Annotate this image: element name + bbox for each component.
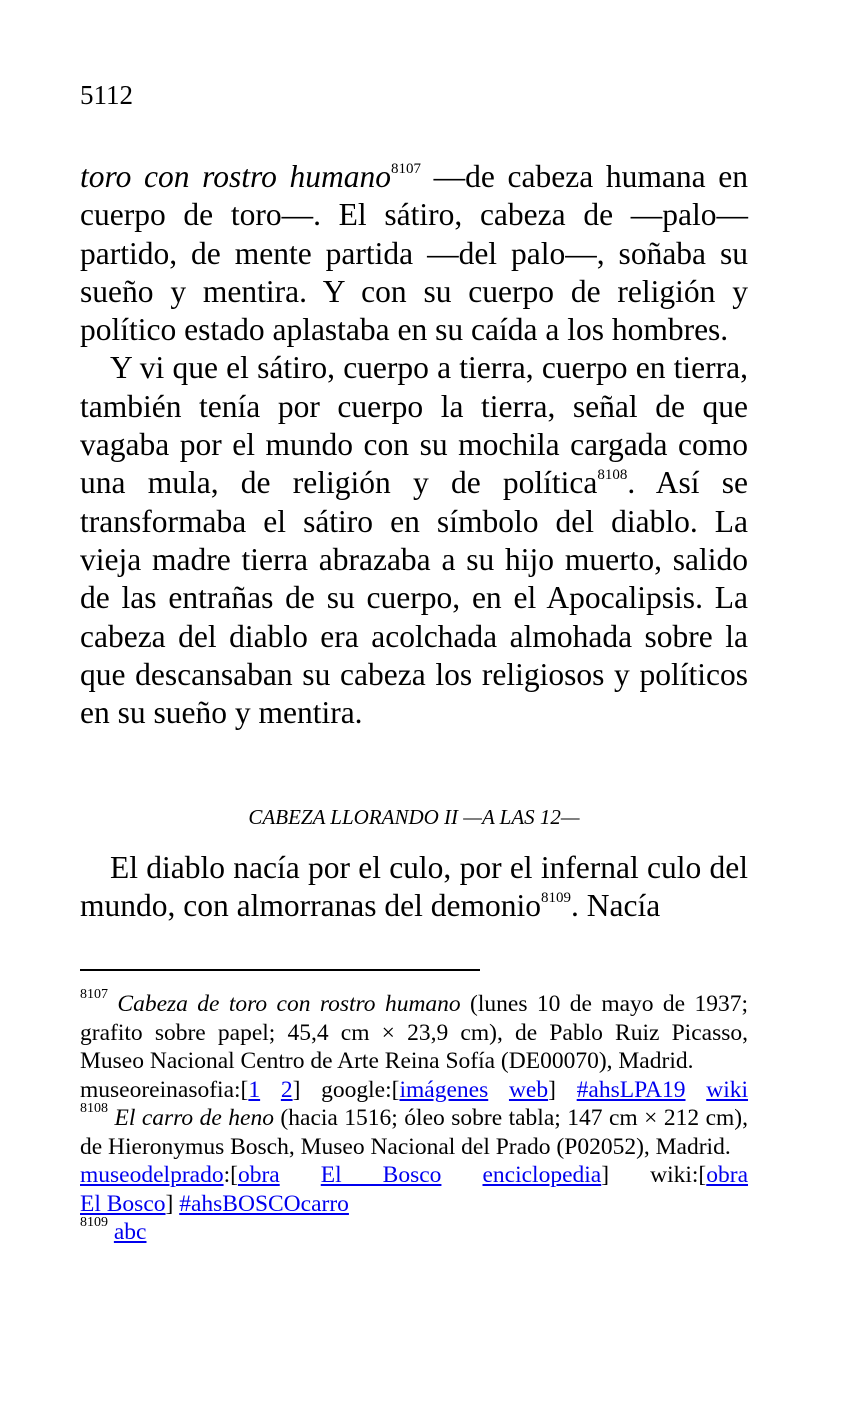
link-wiki[interactable]: wiki xyxy=(706,1076,749,1103)
link-google-web[interactable]: web xyxy=(508,1076,549,1103)
link-wiki-obra[interactable]: obra xyxy=(706,1162,749,1188)
wiki-prefix: wiki:[ xyxy=(650,1162,707,1188)
paragraph-2-text-a: Y vi que el sátiro, cuerpo a tierra, cuerpo en tierra, también tenía por cuerpo la tierra, señal de que vagaba por el mundo con su mochila cargada como una mula, de religión y de política xyxy=(80,350,748,501)
link-wiki-el-bosco[interactable]: El Bosco xyxy=(80,1190,166,1217)
paragraph-1-text: —de cabeza humana en cuerpo de toro—. El sátiro, cabeza de —palo— partido, de mente partida —del palo—, soñaba su sueño y mentira. Y con su cuerpo de religión y político estado aplastaba en su caída a los hombres. xyxy=(80,159,748,348)
paragraph-1 xyxy=(80,158,748,349)
paragraph-3 xyxy=(80,849,748,926)
footnote-divider xyxy=(80,969,480,971)
link-prefix: museoreinasofia:[ xyxy=(80,1076,249,1103)
paragraph-2-text-b: . Así se transformaba el sátiro en símbolo del diablo. La vieja madre tierra abrazaba a su hijo muerto, salido de las entrañas de su cuerpo, en el Apocalipsis. La cabeza del diablo era acolchada almohada sobre la que descansaban su cabeza los religiosos y políticos en su sueño y mentira. xyxy=(80,465,749,731)
colon-bracket: :[ xyxy=(223,1162,238,1188)
paragraph-3-text-a: El diablo nacía por el culo, por el infernal culo del mundo, con almorranas del demonio xyxy=(80,850,748,924)
footnote-8108-links-2 xyxy=(80,1190,748,1219)
footnote-number: 8108 xyxy=(80,1101,108,1117)
body-text xyxy=(80,158,748,732)
section-heading: CABEZA LLORANDO II —A LAS 12— xyxy=(248,805,580,829)
bracket-close: ] xyxy=(601,1162,610,1188)
footnote-8108-links xyxy=(80,1161,748,1190)
link-reinasofia-2[interactable]: 2 xyxy=(280,1076,293,1103)
bracket-close: ] xyxy=(548,1076,556,1103)
link-enciclopedia[interactable]: enciclopedia xyxy=(482,1162,602,1188)
link-tag-ahslpa19[interactable]: #ahsLPA19 xyxy=(576,1076,686,1103)
page-number: 5112 xyxy=(80,80,133,110)
footnote-number: 8109 xyxy=(80,1215,108,1231)
google-prefix: ] google:[ xyxy=(292,1076,400,1103)
link-museodelprado[interactable]: museodelprado xyxy=(80,1162,224,1188)
footnote-8107 xyxy=(80,987,749,1076)
footnote-text: (lunes 10 de mayo de 1937; grafito sobre papel; 45,4 cm × 23,9 cm), de Pablo Ruiz Picasso, Museo Nacional Centro de Arte Reina Sofía (DE00070), Madrid. xyxy=(80,991,749,1074)
italic-title: toro con rostro humano xyxy=(80,159,391,194)
link-abc[interactable]: abc xyxy=(113,1219,147,1245)
link-el-bosco[interactable]: El Bosco xyxy=(320,1162,442,1188)
link-obra[interactable]: obra xyxy=(237,1162,280,1188)
footnote-text: (hacia 1516; óleo sobre tabla; 147 cm × 212 cm), de Hieronymus Bosch, Museo Nacional del Prado (P02052), Madrid. xyxy=(80,1105,749,1160)
paragraph-2 xyxy=(80,349,748,732)
link-tag-ahsboscocarro[interactable]: #ahsBOSCOcarro xyxy=(179,1190,349,1217)
footnote-title: Cabeza de toro con rostro humano xyxy=(117,991,461,1017)
body-text-2 xyxy=(80,849,748,926)
footnote-8107-links xyxy=(80,1076,748,1105)
footnote-ref-8107[interactable]: 8107 xyxy=(391,160,421,177)
footnote-8109 xyxy=(80,1215,748,1247)
footnotes xyxy=(80,987,749,1247)
footnote-ref-8109[interactable]: 8109 xyxy=(541,889,572,906)
footnote-number: 8107 xyxy=(80,987,108,1003)
footnote-ref-8108[interactable]: 8108 xyxy=(597,466,628,483)
bracket-close: ] xyxy=(165,1190,174,1217)
footnote-title: El carro de heno xyxy=(114,1105,274,1131)
footnote-8108 xyxy=(80,1101,749,1161)
link-reinasofia-1[interactable]: 1 xyxy=(248,1076,261,1103)
link-google-images[interactable]: imágenes xyxy=(399,1076,489,1103)
paragraph-3-text-b: . Nacía xyxy=(571,888,661,924)
